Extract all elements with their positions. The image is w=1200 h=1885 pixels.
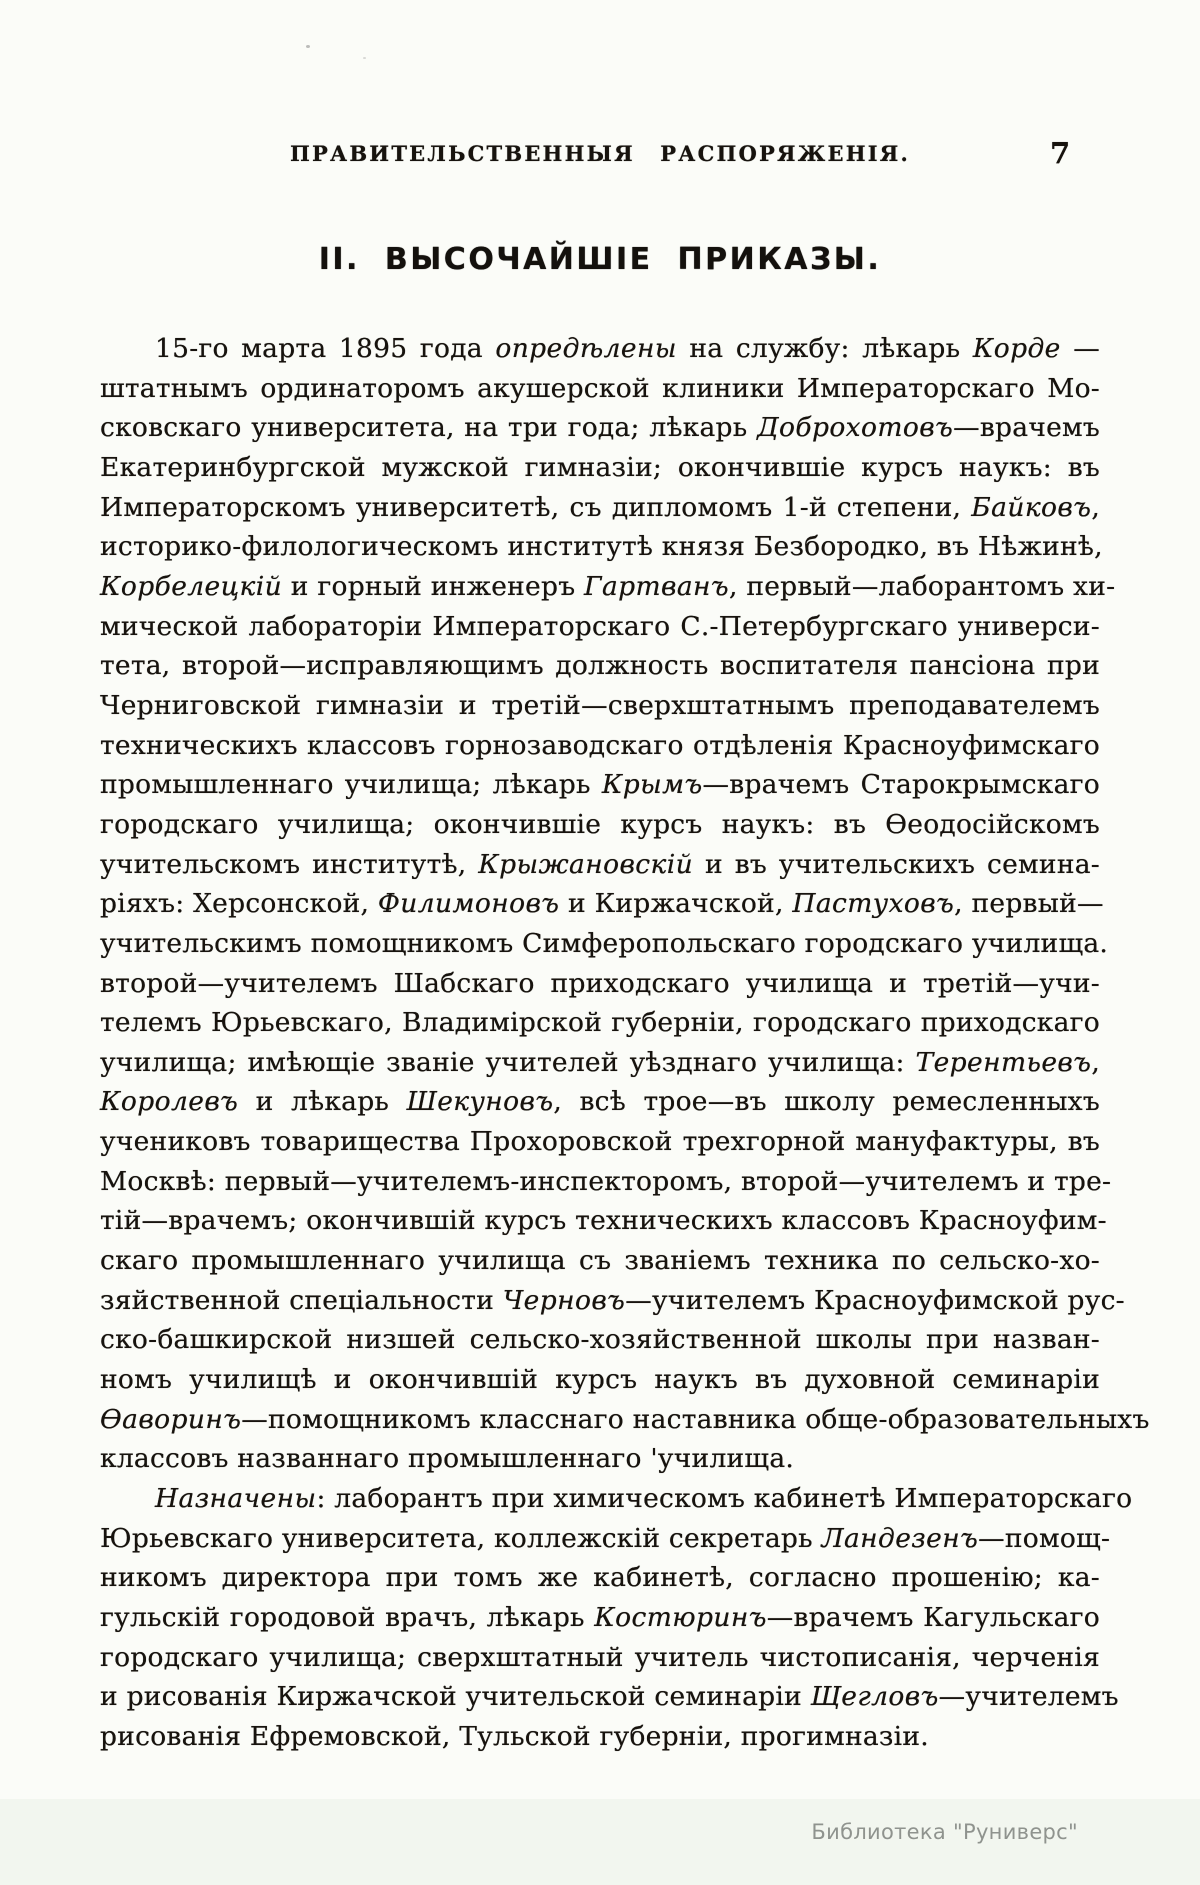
text-line: городскаго училища; сверхштатный учитель чистописанія, черченія xyxy=(100,1641,1100,1673)
text-line: гульскій городовой врачъ, лѣкарь Костюринъ—врачемъ Кагульскаго xyxy=(100,1602,1101,1633)
text-line: техническихъ классовъ горнозаводскаго отдѣленія Красноуфимскаго xyxy=(100,729,1100,761)
text-line: Назначены: лаборантъ при химическомъ кабинетѣ Императорскаго xyxy=(155,1483,1133,1515)
text-line: Ѳаворинъ—помощникомъ класснаго наставника обще-образовательныхъ xyxy=(100,1403,1150,1435)
library-watermark: Библиотека "Руниверс" xyxy=(811,1820,1078,1844)
scan-speck xyxy=(306,45,310,48)
text-line: Москвѣ: первый—учителемъ-инспекторомъ, второй—учителемъ и тре- xyxy=(100,1165,1112,1197)
section-title: II. ВЫСОЧАЙШІЕ ПРИКАЗЫ. xyxy=(318,242,882,277)
text-line: ско-башкирской низшей сельско-хозяйственной школы при назван- xyxy=(100,1324,1100,1356)
text-line: Императорскомъ университетѣ, съ дипломомъ 1-й степени, Байковъ, xyxy=(100,491,1100,523)
text-line: ріяхъ: Херсонской, Филимоновъ и Киржачской, Пастуховъ, первый— xyxy=(100,888,1104,920)
text-line: городскаго училища; окончившіе курсъ наукъ: въ Ѳеодосійскомъ xyxy=(100,808,1100,840)
text-line: классовъ названнаго промышленнаго 'училища. xyxy=(100,1443,795,1475)
text-line: телемъ Юрьевскаго, Владимірской губерніи, городскаго приходскаго xyxy=(100,1007,1100,1039)
text-line: 15-го марта 1895 года опредѣлены на службу: лѣкарь Корде — xyxy=(155,333,1101,364)
text-line: сковскаго университета, на три года; лѣкарь Доброхотовъ—врачемъ xyxy=(100,412,1100,444)
text-line: учительскомъ институтѣ, Крыжановскій и въ учительскихъ семина- xyxy=(100,848,1100,880)
text-line: учениковъ товарищества Прохоровской трехгорной мануфактуры, въ xyxy=(100,1126,1100,1158)
body-text xyxy=(100,329,1150,1757)
text-line: Королевъ и лѣкарь Шекуновъ, всѣ трое—въ школу ремесленныхъ xyxy=(100,1086,1100,1118)
text-line: тій—врачемъ; окончившій курсъ техническихъ классовъ Красноуфим- xyxy=(100,1205,1107,1237)
text-line: никомъ директора при томъ же кабинетѣ, согласно прошенію; ка- xyxy=(100,1562,1100,1594)
text-line: скаго промышленнаго училища съ званіемъ техника по сельско-хо- xyxy=(100,1245,1100,1277)
text-line: штатнымъ ординаторомъ акушерской клиники Императорскаго Мо- xyxy=(100,372,1100,404)
page-number: 7 xyxy=(1050,136,1071,170)
text-line: Юрьевскаго университета, коллежскій секретарь Ландезенъ—помощ- xyxy=(100,1522,1111,1554)
text-line: второй—учителемъ Шабскаго приходскаго училища и третій—учи- xyxy=(100,967,1100,999)
text-line: Корбелецкій и горный инженеръ Гартванъ, первый—лаборантомъ хи- xyxy=(100,570,1116,602)
text-line: номъ училищѣ и окончившій курсъ наукъ въ духовной семинаріи xyxy=(100,1364,1100,1396)
text-line: Черниговской гимназіи и третій—сверхштатнымъ преподавателемъ xyxy=(100,689,1100,721)
text-line: и рисованія Киржачской учительской семинаріи Щегловъ—учителемъ xyxy=(100,1681,1119,1713)
header-row xyxy=(0,141,1200,175)
text-line: историко-филологическомъ институтѣ князя Безбородко, въ Нѣжинѣ, xyxy=(100,531,1103,563)
running-header: ПРАВИТЕЛЬСТВЕННЫЯ РАСПОРЯЖЕНІЯ. xyxy=(290,141,910,166)
text-line: Екатеринбургской мужской гимназіи; окончившіе курсъ наукъ: въ xyxy=(100,451,1100,483)
text-line: зяйственной спеціальности Черновъ—учителемъ Красноуфимской рус- xyxy=(100,1284,1125,1316)
text-line: тета, второй—исправляющимъ должность воспитателя пансіона при xyxy=(100,650,1100,682)
text-line: училища; имѣющіе званіе учителей уѣзднаго училища: Терентьевъ, xyxy=(100,1046,1100,1078)
scan-speck xyxy=(363,57,366,59)
text-line: мической лабораторіи Императорскаго С.-Петербургскаго универси- xyxy=(100,610,1100,642)
text-line: учительскимъ помощникомъ Симферопольскаго городскаго училища. xyxy=(100,927,1109,959)
text-line: рисованія Ефремовской, Тульской губерніи, прогимназіи. xyxy=(100,1720,929,1752)
text-line: промышленнаго училища; лѣкарь Крымъ—врачемъ Старокрымскаго xyxy=(100,769,1100,801)
